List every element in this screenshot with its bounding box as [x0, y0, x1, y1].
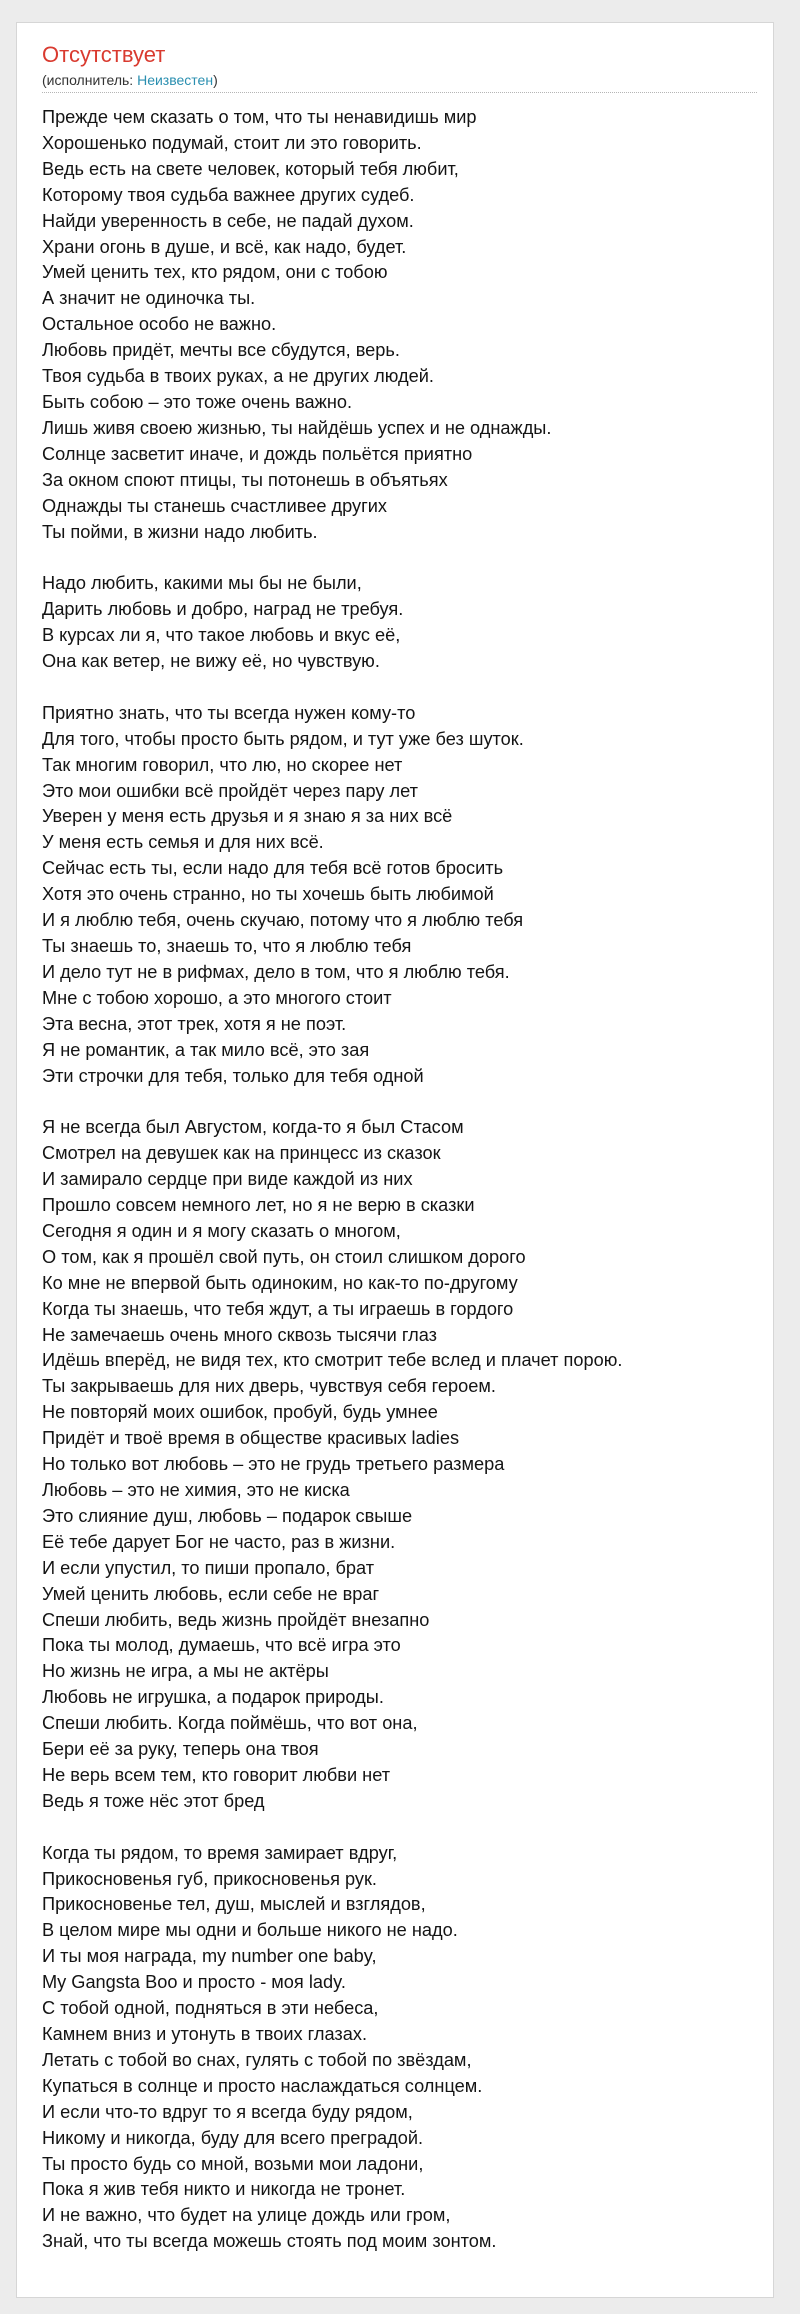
- lyrics-line: Не замечаешь очень много сквозь тысячи глаз: [42, 1324, 437, 1345]
- lyrics-line: Ведь есть на свете человек, который тебя любит,: [42, 158, 459, 179]
- lyrics-line: Ты закрываешь для них дверь, чувствуя себя героем.: [42, 1376, 496, 1397]
- lyrics-line: Никому и никогда, буду для всего преградой.: [42, 2127, 424, 2148]
- lyrics-line: My Gangsta Boo и просто - моя lady.: [42, 1972, 346, 1993]
- lyrics-line: И замирало сердце при виде каждой из них: [42, 1169, 413, 1190]
- performer-prefix: (исполнитель:: [42, 72, 138, 88]
- lyrics-line: И не важно, что будет на улице дождь или гром,: [42, 2205, 451, 2226]
- lyrics-line: Надо любить, какими мы бы не были,: [42, 573, 362, 594]
- lyrics-line: Найди уверенность в себе, не падай духом.: [42, 210, 414, 231]
- lyrics-line: У меня есть семья и для них всё.: [42, 832, 324, 853]
- lyrics-line: Ты пойми, в жизни надо любить.: [42, 521, 318, 542]
- lyrics-line: Любовь – это не химия, это не киска: [42, 1479, 350, 1500]
- lyrics-line: Сегодня я один и я могу сказать о многом,: [42, 1220, 401, 1241]
- lyrics-line: А значит не одиночка ты.: [42, 288, 256, 309]
- lyrics-line: Приятно знать, что ты всегда нужен кому-то: [42, 702, 416, 723]
- lyrics-line: Но жизнь не игра, а мы не актёры: [42, 1661, 329, 1682]
- lyrics-line: Уверен у меня есть друзья и я знаю я за них всё: [42, 806, 453, 827]
- lyrics-line: В курсах ли я, что такое любовь и вкус её,: [42, 625, 401, 646]
- lyrics-line: Мне с тобою хорошо, а это многого стоит: [42, 987, 392, 1008]
- lyrics-line: Ты просто будь со мной, возьми мои ладони,: [42, 2153, 424, 2174]
- lyrics-line: Однажды ты станешь счастливее других: [42, 495, 388, 516]
- lyrics-line: Любовь не игрушка, а подарок природы.: [42, 1687, 384, 1708]
- lyrics-line: Камнем вниз и утонуть в твоих глазах.: [42, 2024, 368, 2044]
- lyrics-text: [42, 105, 742, 2255]
- lyrics-line: Купаться в солнце и просто наслаждаться солнцем.: [42, 2075, 483, 2096]
- lyrics-line: Солнце засветит иначе, и дождь польётся приятно: [42, 443, 473, 464]
- lyrics-line: И ты моя награда, my number one baby,: [42, 1946, 377, 1967]
- lyrics-stanza: [42, 701, 742, 1090]
- lyrics-line: Которому твоя судьба важнее других судеб.: [42, 184, 415, 205]
- lyrics-line: Знай, что ты всегда можешь стоять под моим зонтом.: [42, 2231, 497, 2252]
- lyrics-line: Пока ты молод, думаешь, что всё игра это: [42, 1635, 401, 1656]
- lyrics-stanza: [42, 571, 742, 675]
- lyrics-line: Ведь я тоже нёс этот бред: [42, 1790, 265, 1811]
- lyrics-line: Для того, чтобы просто быть рядом, и тут уже без шуток.: [42, 728, 524, 749]
- lyrics-line: Хорошенько подумай, стоит ли это говорить.: [42, 132, 422, 153]
- lyrics-line: Так многим говорил, что лю, но скорее нет: [42, 754, 403, 775]
- lyrics-line: Умей ценить тех, кто рядом, они с тобою: [42, 262, 388, 283]
- lyrics-line: Ты знаешь то, знаешь то, что я люблю тебя: [42, 935, 412, 956]
- lyrics-line: И дело тут не в рифмах, дело в том, что я люблю тебя.: [42, 961, 510, 982]
- lyrics-line: И если что-то вдруг то я всегда буду рядом,: [42, 2101, 413, 2122]
- lyrics-line: Придёт и твоё время в обществе красивых ladies: [42, 1428, 460, 1449]
- performer-suffix: ): [213, 72, 218, 88]
- lyrics-line: Спеши любить. Когда поймёшь, что вот она,: [42, 1713, 418, 1734]
- performer-link[interactable]: Неизвестен: [137, 72, 214, 88]
- lyrics-line: Это мои ошибки всё пройдёт через пару лет: [42, 780, 419, 801]
- lyrics-line: Когда ты знаешь, что тебя ждут, а ты играешь в гордого: [42, 1298, 514, 1319]
- lyrics-stanza: [42, 1841, 742, 2256]
- lyrics-line: За окном споют птицы, ты потонешь в объятьях: [42, 469, 448, 490]
- lyrics-line: Это слияние душ, любовь – подарок свыше: [42, 1505, 413, 1526]
- lyrics-line: Когда ты рядом, то время замирает вдруг,: [42, 1842, 398, 1863]
- song-title: Отсутствует: [42, 42, 166, 67]
- lyrics-line: Сейчас есть ты, если надо для тебя всё готов бросить: [42, 858, 504, 879]
- lyrics-line: Она как ветер, не вижу её, но чувствую.: [42, 651, 380, 672]
- lyrics-line: Дарить любовь и добро, наград не требуя.: [42, 599, 404, 620]
- lyrics-line: И я люблю тебя, очень скучаю, потому что я люблю тебя: [42, 910, 524, 931]
- lyrics-line: Идёшь вперёд, не видя тех, кто смотрит тебе вслед и плачет порою.: [42, 1350, 623, 1371]
- lyrics-line: Пока я жив тебя никто и никогда не тронет.: [42, 2179, 406, 2200]
- lyrics-stanza: [42, 1115, 742, 1814]
- lyrics-line: Хотя это очень странно, но ты хочешь быть любимой: [42, 884, 494, 905]
- lyrics-line: И если упустил, то пиши пропало, брат: [42, 1557, 375, 1578]
- lyrics-line: Её тебе дарует Бог не часто, раз в жизни.: [42, 1531, 396, 1552]
- lyrics-line: Бери её за руку, теперь она твоя: [42, 1739, 319, 1760]
- lyrics-line: Ко мне не впервой быть одиноким, но как-то по-другому: [42, 1272, 518, 1293]
- lyrics-card: [16, 22, 774, 2298]
- lyrics-line: Быть собою – это тоже очень важно.: [42, 391, 353, 412]
- lyrics-line: Эти строчки для тебя, только для тебя одной: [42, 1065, 424, 1086]
- lyrics-line: Но только вот любовь – это не грудь третьего размера: [42, 1454, 505, 1475]
- performer-line: [42, 71, 218, 89]
- lyrics-line: С тобой одной, подняться в эти небеса,: [42, 1998, 379, 2019]
- lyrics-line: Любовь придёт, мечты все сбудутся, верь.: [42, 340, 400, 361]
- lyrics-line: О том, как я прошёл свой путь, он стоил слишком дорого: [42, 1246, 526, 1267]
- header-divider: [42, 92, 757, 93]
- lyrics-line: Смотрел на девушек как на принцесс из сказок: [42, 1143, 441, 1164]
- lyrics-line: Лишь живя своею жизнью, ты найдёшь успех и не однажды.: [42, 417, 552, 438]
- lyrics-line: Я не романтик, а так мило всё, это зая: [42, 1039, 370, 1060]
- lyrics-line: Прошло совсем немного лет, но я не верю в сказки: [42, 1195, 475, 1216]
- lyrics-line: Прикосновенье тел, душ, мыслей и взглядов,: [42, 1894, 426, 1915]
- lyrics-line: Храни огонь в душе, и всё, как надо, будет.: [42, 236, 407, 257]
- lyrics-line: Твоя судьба в твоих руках, а не других людей.: [42, 366, 434, 387]
- lyrics-line: Умей ценить любовь, если себе не враг: [42, 1583, 380, 1604]
- lyrics-line: Я не всегда был Августом, когда-то я был Стасом: [42, 1117, 464, 1138]
- lyrics-line: Не верь всем тем, кто говорит любви нет: [42, 1764, 391, 1785]
- lyrics-line: В целом мире мы одни и больше никого не надо.: [42, 1920, 458, 1941]
- lyrics-stanza: [42, 105, 742, 545]
- lyrics-line: Прикосновенья губ, прикосновенья рук.: [42, 1868, 377, 1889]
- lyrics-line: Эта весна, этот трек, хотя я не поэт.: [42, 1013, 347, 1034]
- lyrics-line: Прежде чем сказать о том, что ты ненавидишь мир: [42, 107, 477, 127]
- lyrics-line: Спеши любить, ведь жизнь пройдёт внезапно: [42, 1609, 430, 1630]
- lyrics-line: Остальное особо не важно.: [42, 314, 277, 335]
- lyrics-line: Не повторяй моих ошибок, пробуй, будь умнее: [42, 1402, 438, 1423]
- lyrics-line: Летать с тобой во снах, гулять с тобой по звёздам,: [42, 2049, 472, 2070]
